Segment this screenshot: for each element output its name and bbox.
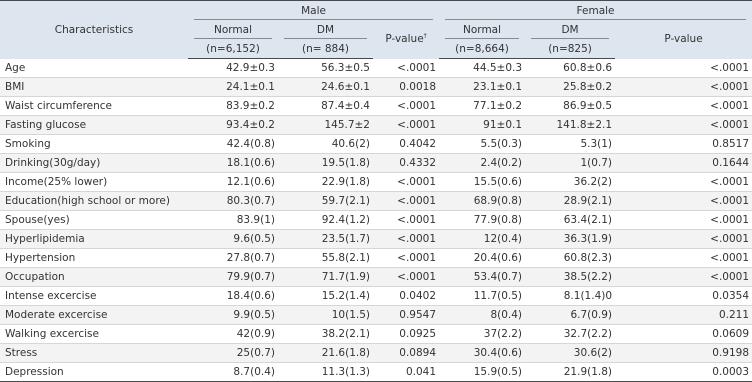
table-row: [0, 211, 752, 230]
cell-female-pvalue: 0.211: [615, 306, 752, 325]
cell-male-dm: 59.7(2.1): [278, 192, 373, 211]
cell-female-dm: 60.8±0.6: [525, 59, 615, 78]
header-male-pvalue-label: P-value: [385, 33, 424, 46]
cell-male-dm: 11.3(1.3): [278, 363, 373, 382]
cell-male-pvalue: <.0001: [373, 116, 439, 135]
cell-male-normal: 25(0.7): [188, 344, 278, 363]
cell-female-pvalue: 0.0354: [615, 287, 752, 306]
cell-characteristic: Intense excercise: [0, 287, 188, 306]
table-row: [0, 78, 752, 97]
dagger-footnote-mark: †: [423, 32, 427, 40]
table-row: [0, 135, 752, 154]
cell-female-dm: 141.8±2.1: [525, 116, 615, 135]
cell-female-normal: 11.7(0.5): [439, 287, 525, 306]
cell-female-pvalue: <.0001: [615, 192, 752, 211]
cell-male-dm: 22.9(1.8): [278, 173, 373, 192]
cell-female-dm: 63.4(2.1): [525, 211, 615, 230]
cell-male-dm: 71.7(1.9): [278, 268, 373, 287]
cell-male-pvalue: <.0001: [373, 249, 439, 268]
cell-female-dm: 36.3(1.9): [525, 230, 615, 249]
cell-female-pvalue: 0.8517: [615, 135, 752, 154]
cell-male-dm: 40.6(2): [278, 135, 373, 154]
cell-male-pvalue: <.0001: [373, 268, 439, 287]
table-row: [0, 97, 752, 116]
table-row: [0, 59, 752, 78]
header-female-normal: Normal: [439, 20, 525, 39]
cell-characteristic: Drinking(30g/day): [0, 154, 188, 173]
cell-female-pvalue: 0.0003: [615, 363, 752, 382]
table-row: [0, 287, 752, 306]
cell-female-pvalue: <.0001: [615, 78, 752, 97]
cell-male-pvalue: <.0001: [373, 173, 439, 192]
cell-male-dm: 15.2(1.4): [278, 287, 373, 306]
header-female-dm-n: (n=825): [525, 39, 615, 59]
cell-male-dm: 24.6±0.1: [278, 78, 373, 97]
cell-characteristic: Hypertension: [0, 249, 188, 268]
cell-male-pvalue: 0.4332: [373, 154, 439, 173]
cell-female-pvalue: 0.0609: [615, 325, 752, 344]
cell-female-normal: 68.9(0.8): [439, 192, 525, 211]
cell-female-normal: 37(2.2): [439, 325, 525, 344]
cell-female-normal: 91±0.1: [439, 116, 525, 135]
cell-male-normal: 18.4(0.6): [188, 287, 278, 306]
cell-female-dm: 5.3(1): [525, 135, 615, 154]
table-body: [0, 59, 752, 382]
cell-male-normal: 79.9(0.7): [188, 268, 278, 287]
cell-female-dm: 36.2(2): [525, 173, 615, 192]
cell-characteristic: Age: [0, 59, 188, 78]
cell-male-pvalue: 0.0402: [373, 287, 439, 306]
cell-male-normal: 18.1(0.6): [188, 154, 278, 173]
cell-female-pvalue: <.0001: [615, 97, 752, 116]
cell-male-dm: 19.5(1.8): [278, 154, 373, 173]
cell-male-normal: 27.8(0.7): [188, 249, 278, 268]
cell-male-normal: 12.1(0.6): [188, 173, 278, 192]
table-row: [0, 173, 752, 192]
table-row: [0, 154, 752, 173]
cell-female-pvalue: <.0001: [615, 249, 752, 268]
header-female-normal-n: (n=8,664): [439, 39, 525, 59]
cell-female-pvalue: <.0001: [615, 59, 752, 78]
cell-female-dm: 60.8(2.3): [525, 249, 615, 268]
cell-characteristic: Stress: [0, 344, 188, 363]
cell-female-normal: 77.9(0.8): [439, 211, 525, 230]
table-row: [0, 116, 752, 135]
cell-female-dm: 38.5(2.2): [525, 268, 615, 287]
cell-characteristic: Smoking: [0, 135, 188, 154]
cell-male-dm: 23.5(1.7): [278, 230, 373, 249]
cell-characteristic: Moderate excercise: [0, 306, 188, 325]
cell-female-normal: 30.4(0.6): [439, 344, 525, 363]
cell-male-pvalue: <.0001: [373, 97, 439, 116]
table-row: [0, 306, 752, 325]
cell-male-dm: 87.4±0.4: [278, 97, 373, 116]
cell-male-dm: 55.8(2.1): [278, 249, 373, 268]
cell-male-pvalue: <.0001: [373, 230, 439, 249]
table-row: [0, 363, 752, 382]
table-row: [0, 344, 752, 363]
header-male-dm: DM: [278, 20, 373, 39]
cell-male-pvalue: 0.0018: [373, 78, 439, 97]
cell-female-dm: 25.8±0.2: [525, 78, 615, 97]
cell-female-normal: 12(0.4): [439, 230, 525, 249]
header-female-dm: DM: [525, 20, 615, 39]
cell-characteristic: Occupation: [0, 268, 188, 287]
cell-male-normal: 9.9(0.5): [188, 306, 278, 325]
cell-female-dm: 1(0.7): [525, 154, 615, 173]
cell-female-pvalue: 0.1644: [615, 154, 752, 173]
cell-characteristic: Walking excercise: [0, 325, 188, 344]
header-characteristics: Characteristics: [0, 1, 188, 59]
header-female: Female: [439, 1, 752, 21]
header-male-normal-n: (n=6,152): [188, 39, 278, 59]
cell-male-pvalue: <.0001: [373, 192, 439, 211]
cell-male-normal: 42(0.9): [188, 325, 278, 344]
cell-female-normal: 15.9(0.5): [439, 363, 525, 382]
cell-female-normal: 44.5±0.3: [439, 59, 525, 78]
cell-characteristic: Fasting glucose: [0, 116, 188, 135]
cell-male-normal: 83.9±0.2: [188, 97, 278, 116]
cell-male-normal: 83.9(1): [188, 211, 278, 230]
cell-female-dm: 21.9(1.8): [525, 363, 615, 382]
table-row: [0, 192, 752, 211]
cell-male-normal: 8.7(0.4): [188, 363, 278, 382]
cell-male-normal: 80.3(0.7): [188, 192, 278, 211]
cell-male-pvalue: 0.0925: [373, 325, 439, 344]
cell-male-pvalue: 0.4042: [373, 135, 439, 154]
cell-characteristic: Spouse(yes): [0, 211, 188, 230]
cell-male-dm: 56.3±0.5: [278, 59, 373, 78]
header-male-pvalue: [373, 20, 439, 59]
cell-female-dm: 6.7(0.9): [525, 306, 615, 325]
cell-male-pvalue: 0.041: [373, 363, 439, 382]
cell-female-dm: 32.7(2.2): [525, 325, 615, 344]
cell-female-pvalue: <.0001: [615, 211, 752, 230]
cell-characteristic: Education(high school or more): [0, 192, 188, 211]
table-row: [0, 230, 752, 249]
cell-male-dm: 10(1.5): [278, 306, 373, 325]
table-row: [0, 249, 752, 268]
header-row-groups: [0, 1, 752, 21]
table-row: [0, 325, 752, 344]
cell-female-pvalue: <.0001: [615, 173, 752, 192]
table-header: [0, 1, 752, 59]
cell-characteristic: Hyperlipidemia: [0, 230, 188, 249]
cell-female-normal: 2.4(0.2): [439, 154, 525, 173]
cell-characteristic: Depression: [0, 363, 188, 382]
cell-female-normal: 53.4(0.7): [439, 268, 525, 287]
cell-male-dm: 21.6(1.8): [278, 344, 373, 363]
cell-male-dm: 145.7±2: [278, 116, 373, 135]
cell-male-normal: 9.6(0.5): [188, 230, 278, 249]
cell-female-dm: 30.6(2): [525, 344, 615, 363]
cell-male-normal: 42.9±0.3: [188, 59, 278, 78]
table-row: [0, 268, 752, 287]
cell-female-normal: 77.1±0.2: [439, 97, 525, 116]
cell-characteristic: BMI: [0, 78, 188, 97]
cell-female-normal: 5.5(0.3): [439, 135, 525, 154]
header-male-dm-n: (n= 884): [278, 39, 373, 59]
cell-female-normal: 23.1±0.1: [439, 78, 525, 97]
cell-male-normal: 93.4±0.2: [188, 116, 278, 135]
header-male: Male: [188, 1, 439, 21]
cell-male-pvalue: <.0001: [373, 59, 439, 78]
cell-male-dm: 38.2(2.1): [278, 325, 373, 344]
cell-female-pvalue: <.0001: [615, 268, 752, 287]
cell-female-normal: 20.4(0.6): [439, 249, 525, 268]
cell-male-normal: 24.1±0.1: [188, 78, 278, 97]
cell-male-pvalue: <.0001: [373, 211, 439, 230]
cell-female-dm: 86.9±0.5: [525, 97, 615, 116]
cell-female-normal: 8(0.4): [439, 306, 525, 325]
cell-male-dm: 92.4(1.2): [278, 211, 373, 230]
cell-male-pvalue: 0.9547: [373, 306, 439, 325]
cell-female-dm: 28.9(2.1): [525, 192, 615, 211]
cell-female-normal: 15.5(0.6): [439, 173, 525, 192]
cell-male-pvalue: 0.0894: [373, 344, 439, 363]
cell-characteristic: Income(25% lower): [0, 173, 188, 192]
cell-male-normal: 42.4(0.8): [188, 135, 278, 154]
cell-female-pvalue: <.0001: [615, 116, 752, 135]
header-male-normal: Normal: [188, 20, 278, 39]
header-female-pvalue: P-value: [615, 20, 752, 59]
cell-female-pvalue: 0.9198: [615, 344, 752, 363]
cell-female-pvalue: <.0001: [615, 230, 752, 249]
cell-characteristic: Waist circumference: [0, 97, 188, 116]
cell-female-dm: 8.1(1.4)0: [525, 287, 615, 306]
